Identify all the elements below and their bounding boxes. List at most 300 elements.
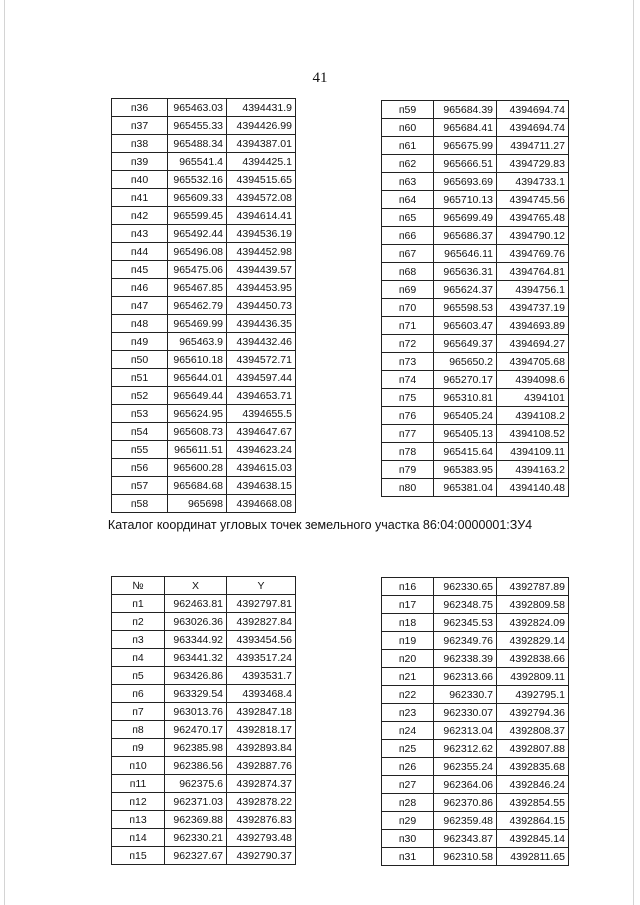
x-coordinate: 962470.17: [165, 721, 227, 739]
catalog-heading: Каталог координат угловых точек земельного участка 86:04:0000001:ЗУ4: [107, 518, 533, 532]
point-id: п55: [112, 441, 168, 459]
x-coordinate: 965693.69: [434, 173, 497, 191]
x-coordinate: 962359.48: [434, 812, 497, 830]
table-row: [112, 153, 296, 171]
x-coordinate: 965666.51: [434, 155, 497, 173]
point-id: п17: [382, 596, 434, 614]
y-coordinate: 4392787.89: [497, 578, 569, 596]
table-row: [382, 578, 569, 596]
y-coordinate: 4392827.84: [227, 613, 296, 631]
table-row: [382, 461, 569, 479]
table-row: [382, 155, 569, 173]
table-row: [112, 117, 296, 135]
table-row: [382, 776, 569, 794]
x-coordinate: 965455.33: [168, 117, 227, 135]
x-coordinate: 965310.81: [434, 389, 497, 407]
table-row: [382, 119, 569, 137]
y-coordinate: 4392893.84: [227, 739, 296, 757]
table-row: [112, 631, 296, 649]
point-id: п4: [112, 649, 165, 667]
x-coordinate: 965492.44: [168, 225, 227, 243]
y-coordinate: 4392864.15: [497, 812, 569, 830]
x-coordinate: 965541.4: [168, 153, 227, 171]
table-row: [382, 443, 569, 461]
y-coordinate: 4392807.88: [497, 740, 569, 758]
point-id: п9: [112, 739, 165, 757]
y-coordinate: 4394711.27: [497, 137, 569, 155]
scan-edge-right: [633, 0, 634, 905]
x-coordinate: 965496.08: [168, 243, 227, 261]
point-id: п76: [382, 407, 434, 425]
point-id: п71: [382, 317, 434, 335]
y-coordinate: 4394597.44: [227, 369, 296, 387]
table-row: [382, 614, 569, 632]
table-row: [112, 721, 296, 739]
y-coordinate: 4392818.17: [227, 721, 296, 739]
x-coordinate: 962385.98: [165, 739, 227, 757]
y-coordinate: 4394764.81: [497, 263, 569, 281]
y-coordinate: 4392854.55: [497, 794, 569, 812]
y-coordinate: 4394729.83: [497, 155, 569, 173]
x-coordinate: 965610.18: [168, 351, 227, 369]
y-coordinate: 4393531.7: [227, 667, 296, 685]
x-coordinate: 965488.34: [168, 135, 227, 153]
y-coordinate: 4394765.48: [497, 209, 569, 227]
table-row: [382, 596, 569, 614]
table-row: [112, 387, 296, 405]
y-coordinate: 4392835.68: [497, 758, 569, 776]
table-row: [382, 848, 569, 866]
x-coordinate: 962370.86: [434, 794, 497, 812]
x-coordinate: 965603.47: [434, 317, 497, 335]
x-coordinate: 963344.92: [165, 631, 227, 649]
point-id: п70: [382, 299, 434, 317]
point-id: п10: [112, 757, 165, 775]
table-row: [112, 685, 296, 703]
table-row: [112, 135, 296, 153]
y-coordinate: 4394098.6: [497, 371, 569, 389]
point-id: п59: [382, 101, 434, 119]
y-coordinate: 4394647.67: [227, 423, 296, 441]
point-id: п64: [382, 191, 434, 209]
x-coordinate: 965649.44: [168, 387, 227, 405]
table-row: [112, 595, 296, 613]
point-id: п51: [112, 369, 168, 387]
y-coordinate: 4394694.27: [497, 335, 569, 353]
x-coordinate: 965462.79: [168, 297, 227, 315]
point-id: п52: [112, 387, 168, 405]
table-row: [112, 423, 296, 441]
table-row: [112, 351, 296, 369]
x-coordinate: 962310.58: [434, 848, 497, 866]
point-id: п13: [112, 811, 165, 829]
table-row: [382, 830, 569, 848]
x-coordinate: 963329.54: [165, 685, 227, 703]
y-coordinate: 4394515.65: [227, 171, 296, 189]
point-id: п53: [112, 405, 168, 423]
x-coordinate: 962371.03: [165, 793, 227, 811]
y-coordinate: 4392824.09: [497, 614, 569, 632]
point-id: п1: [112, 595, 165, 613]
x-coordinate: 965599.45: [168, 207, 227, 225]
x-coordinate: 962338.39: [434, 650, 497, 668]
y-coordinate: 4394745.56: [497, 191, 569, 209]
table-row: [382, 407, 569, 425]
point-id: п54: [112, 423, 168, 441]
x-coordinate: 962345.53: [434, 614, 497, 632]
point-id: п78: [382, 443, 434, 461]
column-header: №: [112, 577, 165, 595]
x-coordinate: 965475.06: [168, 261, 227, 279]
point-id: п29: [382, 812, 434, 830]
point-id: п41: [112, 189, 168, 207]
coordinates-table-2: [381, 100, 569, 497]
page-number: 41: [312, 70, 328, 86]
x-coordinate: 962364.06: [434, 776, 497, 794]
x-coordinate: 965598.53: [434, 299, 497, 317]
y-coordinate: 4394101: [497, 389, 569, 407]
table-row: [382, 281, 569, 299]
x-coordinate: 965611.51: [168, 441, 227, 459]
table-row: [382, 740, 569, 758]
x-coordinate: 962463.81: [165, 595, 227, 613]
y-coordinate: 4394450.73: [227, 297, 296, 315]
point-id: п40: [112, 171, 168, 189]
x-coordinate: 963441.32: [165, 649, 227, 667]
point-id: п19: [382, 632, 434, 650]
table-row: [112, 207, 296, 225]
x-coordinate: 965609.33: [168, 189, 227, 207]
point-id: п66: [382, 227, 434, 245]
table-row: [112, 243, 296, 261]
table-row: [112, 793, 296, 811]
table-row: [112, 649, 296, 667]
x-coordinate: 965532.16: [168, 171, 227, 189]
table-row: [112, 315, 296, 333]
y-coordinate: 4394733.1: [497, 173, 569, 191]
point-id: п80: [382, 479, 434, 497]
x-coordinate: 965698: [168, 495, 227, 513]
table-row: [382, 758, 569, 776]
point-id: п27: [382, 776, 434, 794]
x-coordinate: 965600.28: [168, 459, 227, 477]
y-coordinate: 4394452.98: [227, 243, 296, 261]
y-coordinate: 4394109.11: [497, 443, 569, 461]
y-coordinate: 4394108.52: [497, 425, 569, 443]
point-id: п74: [382, 371, 434, 389]
y-coordinate: 4392790.37: [227, 847, 296, 865]
y-coordinate: 4394108.2: [497, 407, 569, 425]
x-coordinate: 962349.76: [434, 632, 497, 650]
y-coordinate: 4393517.24: [227, 649, 296, 667]
table-row: [112, 189, 296, 207]
y-coordinate: 4392878.22: [227, 793, 296, 811]
y-coordinate: 4394572.08: [227, 189, 296, 207]
table-row: [112, 297, 296, 315]
x-coordinate: 963426.86: [165, 667, 227, 685]
y-coordinate: 4393454.56: [227, 631, 296, 649]
point-id: п45: [112, 261, 168, 279]
table-row: [382, 722, 569, 740]
y-coordinate: 4394453.95: [227, 279, 296, 297]
point-id: п20: [382, 650, 434, 668]
y-coordinate: 4392794.36: [497, 704, 569, 722]
table-row: [112, 333, 296, 351]
point-id: п46: [112, 279, 168, 297]
point-id: п56: [112, 459, 168, 477]
table-row: [112, 495, 296, 513]
y-coordinate: 4392845.14: [497, 830, 569, 848]
y-coordinate: 4394426.99: [227, 117, 296, 135]
y-coordinate: 4393468.4: [227, 685, 296, 703]
point-id: п18: [382, 614, 434, 632]
x-coordinate: 965699.49: [434, 209, 497, 227]
table-row: [382, 209, 569, 227]
y-coordinate: 4394694.74: [497, 101, 569, 119]
point-id: п49: [112, 333, 168, 351]
point-id: п28: [382, 794, 434, 812]
y-coordinate: 4394653.71: [227, 387, 296, 405]
x-coordinate: 965467.85: [168, 279, 227, 297]
y-coordinate: 4394439.57: [227, 261, 296, 279]
x-coordinate: 962313.66: [434, 668, 497, 686]
table-header-row: [112, 577, 296, 595]
y-coordinate: 4392793.48: [227, 829, 296, 847]
y-coordinate: 4392874.37: [227, 775, 296, 793]
x-coordinate: 962375.6: [165, 775, 227, 793]
point-id: п25: [382, 740, 434, 758]
table-row: [382, 704, 569, 722]
point-id: п68: [382, 263, 434, 281]
table-row: [112, 225, 296, 243]
table-row: [382, 101, 569, 119]
table-row: [382, 263, 569, 281]
y-coordinate: 4394536.19: [227, 225, 296, 243]
point-id: п3: [112, 631, 165, 649]
point-id: п26: [382, 758, 434, 776]
x-coordinate: 965405.24: [434, 407, 497, 425]
x-coordinate: 965646.11: [434, 245, 497, 263]
y-coordinate: 4394638.15: [227, 477, 296, 495]
x-coordinate: 962330.21: [165, 829, 227, 847]
table-row: [382, 299, 569, 317]
table-row: [382, 794, 569, 812]
y-coordinate: 4392797.81: [227, 595, 296, 613]
x-coordinate: 965405.13: [434, 425, 497, 443]
point-id: п72: [382, 335, 434, 353]
table-row: [382, 227, 569, 245]
point-id: п31: [382, 848, 434, 866]
x-coordinate: 965684.68: [168, 477, 227, 495]
table-row: [382, 353, 569, 371]
point-id: п77: [382, 425, 434, 443]
table-row: [112, 459, 296, 477]
y-coordinate: 4394737.19: [497, 299, 569, 317]
table-row: [112, 405, 296, 423]
point-id: п61: [382, 137, 434, 155]
y-coordinate: 4394163.2: [497, 461, 569, 479]
y-coordinate: 4394756.1: [497, 281, 569, 299]
point-id: п50: [112, 351, 168, 369]
table-row: [112, 703, 296, 721]
x-coordinate: 965684.41: [434, 119, 497, 137]
table-row: [112, 279, 296, 297]
x-coordinate: 965463.03: [168, 99, 227, 117]
point-id: п60: [382, 119, 434, 137]
coordinates-table-1: [111, 98, 296, 513]
x-coordinate: 965624.37: [434, 281, 497, 299]
point-id: п67: [382, 245, 434, 263]
point-id: п37: [112, 117, 168, 135]
column-header: Y: [227, 577, 296, 595]
point-id: п24: [382, 722, 434, 740]
x-coordinate: 965675.99: [434, 137, 497, 155]
y-coordinate: 4394140.48: [497, 479, 569, 497]
table-row: [112, 847, 296, 865]
x-coordinate: 965686.37: [434, 227, 497, 245]
point-id: п36: [112, 99, 168, 117]
table-row: [382, 137, 569, 155]
table-row: [112, 775, 296, 793]
y-coordinate: 4394655.5: [227, 405, 296, 423]
point-id: п42: [112, 207, 168, 225]
table-row: [112, 477, 296, 495]
point-id: п79: [382, 461, 434, 479]
table-row: [112, 757, 296, 775]
table-row: [382, 173, 569, 191]
table-row: [382, 425, 569, 443]
table-row: [112, 171, 296, 189]
x-coordinate: 962369.88: [165, 811, 227, 829]
coordinates-table-3: [111, 576, 296, 865]
point-id: п23: [382, 704, 434, 722]
y-coordinate: 4392811.65: [497, 848, 569, 866]
point-id: п39: [112, 153, 168, 171]
table-row: [382, 191, 569, 209]
point-id: п12: [112, 793, 165, 811]
x-coordinate: 965608.73: [168, 423, 227, 441]
point-id: п38: [112, 135, 168, 153]
table-row: [382, 686, 569, 704]
point-id: п2: [112, 613, 165, 631]
y-coordinate: 4394432.46: [227, 333, 296, 351]
y-coordinate: 4392808.37: [497, 722, 569, 740]
point-id: п44: [112, 243, 168, 261]
y-coordinate: 4392846.24: [497, 776, 569, 794]
point-id: п62: [382, 155, 434, 173]
y-coordinate: 4394431.9: [227, 99, 296, 117]
y-coordinate: 4394572.71: [227, 351, 296, 369]
point-id: п7: [112, 703, 165, 721]
y-coordinate: 4392795.1: [497, 686, 569, 704]
x-coordinate: 962348.75: [434, 596, 497, 614]
x-coordinate: 965636.31: [434, 263, 497, 281]
x-coordinate: 965383.95: [434, 461, 497, 479]
x-coordinate: 962312.62: [434, 740, 497, 758]
x-coordinate: 962355.24: [434, 758, 497, 776]
point-id: п69: [382, 281, 434, 299]
x-coordinate: 965415.64: [434, 443, 497, 461]
point-id: п48: [112, 315, 168, 333]
y-coordinate: 4392838.66: [497, 650, 569, 668]
y-coordinate: 4392829.14: [497, 632, 569, 650]
y-coordinate: 4394769.76: [497, 245, 569, 263]
x-coordinate: 965270.17: [434, 371, 497, 389]
table-row: [112, 667, 296, 685]
point-id: п14: [112, 829, 165, 847]
table-row: [112, 369, 296, 387]
table-row: [382, 335, 569, 353]
y-coordinate: 4394668.08: [227, 495, 296, 513]
y-coordinate: 4394693.89: [497, 317, 569, 335]
point-id: п5: [112, 667, 165, 685]
table-row: [382, 371, 569, 389]
x-coordinate: 962330.7: [434, 686, 497, 704]
point-id: п15: [112, 847, 165, 865]
table-row: [112, 613, 296, 631]
table-row: [112, 261, 296, 279]
y-coordinate: 4394790.12: [497, 227, 569, 245]
table-row: [112, 99, 296, 117]
y-coordinate: 4394623.24: [227, 441, 296, 459]
point-id: п8: [112, 721, 165, 739]
point-id: п47: [112, 297, 168, 315]
y-coordinate: 4394615.03: [227, 459, 296, 477]
column-header: X: [165, 577, 227, 595]
x-coordinate: 965650.2: [434, 353, 497, 371]
x-coordinate: 962330.65: [434, 578, 497, 596]
y-coordinate: 4392809.58: [497, 596, 569, 614]
y-coordinate: 4392887.76: [227, 757, 296, 775]
x-coordinate: 963013.76: [165, 703, 227, 721]
scan-edge-left: [4, 0, 5, 905]
x-coordinate: 965644.01: [168, 369, 227, 387]
point-id: п22: [382, 686, 434, 704]
point-id: п21: [382, 668, 434, 686]
point-id: п65: [382, 209, 434, 227]
x-coordinate: 965469.99: [168, 315, 227, 333]
y-coordinate: 4392809.11: [497, 668, 569, 686]
coordinates-table-4: [381, 577, 569, 866]
x-coordinate: 965463.9: [168, 333, 227, 351]
table-row: [382, 812, 569, 830]
table-row: [382, 650, 569, 668]
x-coordinate: 962386.56: [165, 757, 227, 775]
y-coordinate: 4394425.1: [227, 153, 296, 171]
table-row: [382, 245, 569, 263]
y-coordinate: 4394387.01: [227, 135, 296, 153]
table-row: [112, 441, 296, 459]
table-row: [382, 668, 569, 686]
point-id: п43: [112, 225, 168, 243]
point-id: п57: [112, 477, 168, 495]
y-coordinate: 4394705.68: [497, 353, 569, 371]
point-id: п16: [382, 578, 434, 596]
x-coordinate: 965624.95: [168, 405, 227, 423]
table-row: [382, 479, 569, 497]
y-coordinate: 4394694.74: [497, 119, 569, 137]
point-id: п30: [382, 830, 434, 848]
x-coordinate: 965684.39: [434, 101, 497, 119]
x-coordinate: 962313.04: [434, 722, 497, 740]
table-row: [112, 739, 296, 757]
point-id: п75: [382, 389, 434, 407]
x-coordinate: 965649.37: [434, 335, 497, 353]
table-row: [382, 389, 569, 407]
y-coordinate: 4394436.35: [227, 315, 296, 333]
y-coordinate: 4392847.18: [227, 703, 296, 721]
point-id: п11: [112, 775, 165, 793]
